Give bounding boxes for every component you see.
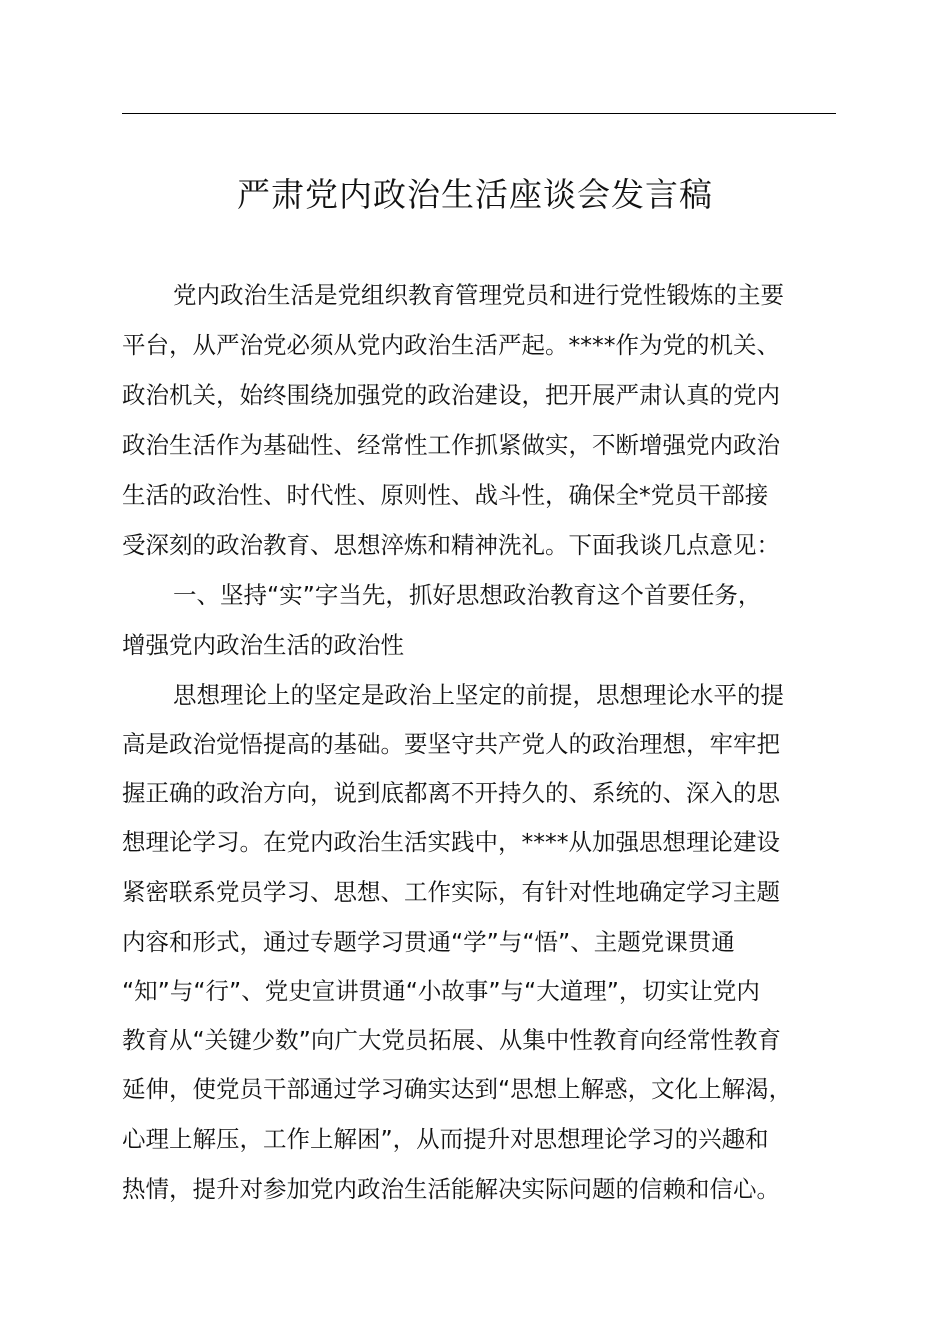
body-line: 平台，从严治党必须从党内政治生活严起。****作为党的机关、 — [122, 331, 780, 359]
body-line: 党内政治生活是党组织教育管理党员和进行党性锻炼的主要 — [173, 281, 784, 309]
body-line: 高是政治觉悟提高的基础。要坚守共产党人的政治理想，牢牢把 — [122, 730, 780, 758]
body-line: 热情，提升对参加党内政治生活能解决实际问题的信赖和信心。 — [122, 1175, 780, 1203]
body-line: “知”与“行”、党史宣讲贯通“小故事”与“大道理”，切实让党内 — [122, 977, 760, 1005]
body-line: 心理上解压，工作上解困”，从而提升对思想理论学习的兴趣和 — [122, 1125, 769, 1153]
body-line: 教育从“关键少数”向广大党员拓展、从集中性教育向经常性教育 — [122, 1026, 781, 1054]
body-line: 政治生活作为基础性、经常性工作抓紧做实，不断增强党内政治 — [122, 431, 780, 459]
body-line: 政治机关，始终围绕加强党的政治建设，把开展严肃认真的党内 — [122, 381, 780, 409]
body-line: 延伸，使党员干部通过学习确实达到“思想上解惑，文化上解渴， — [122, 1075, 793, 1103]
body-line: 握正确的政治方向，说到底都离不开持久的、系统的、深入的思 — [122, 779, 780, 807]
body-line: 想理论学习。在党内政治生活实践中，****从加强思想理论建设 — [122, 828, 780, 856]
body-line: 紧密联系党员学习、思想、工作实际，有针对性地确定学习主题 — [122, 878, 780, 906]
header-rule — [122, 113, 836, 114]
section-heading-line: 一、坚持“实”字当先，抓好思想政治教育这个首要任务， — [173, 581, 762, 609]
body-line: 生活的政治性、时代性、原则性、战斗性，确保全*党员干部接 — [122, 481, 769, 509]
document-title: 严肃党内政治生活座谈会发言稿 — [237, 175, 713, 214]
body-line: 受深刻的政治教育、思想淬炼和精神洗礼。下面我谈几点意见： — [122, 531, 780, 559]
section-heading-line: 增强党内政治生活的政治性 — [122, 631, 404, 659]
body-line: 思想理论上的坚定是政治上坚定的前提，思想理论水平的提 — [173, 681, 784, 709]
body-line: 内容和形式，通过专题学习贯通“学”与“悟”、主题党课贯通 — [122, 928, 735, 956]
